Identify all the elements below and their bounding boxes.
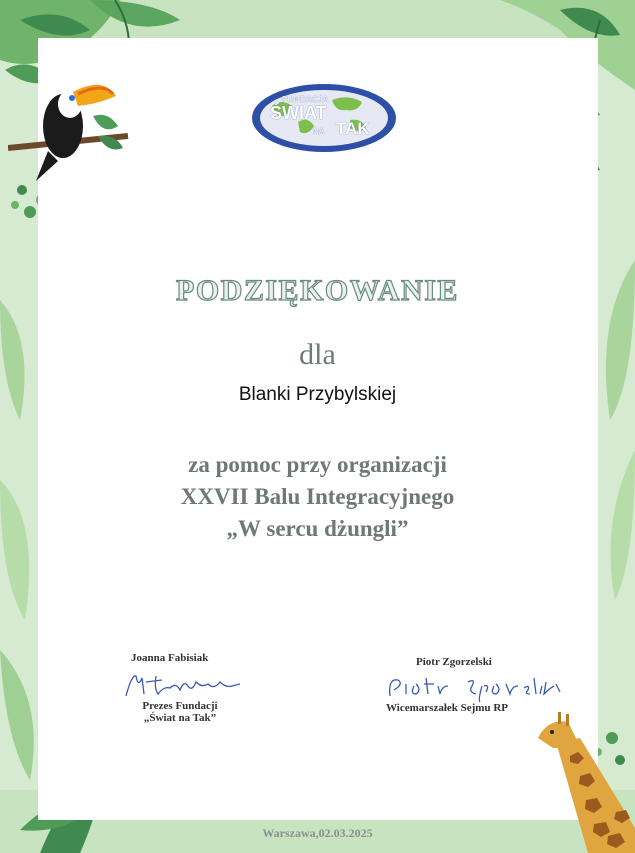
- left-signatory-name: Joanna Fabisiak: [131, 652, 209, 664]
- logo-text-tak: TAK: [336, 119, 370, 138]
- reason-line-3: „W sercu dżungli”: [226, 516, 409, 541]
- logo-text-fundacja: FUNDACJA: [282, 95, 329, 104]
- left-role-line-1: Prezes Fundacji: [142, 700, 218, 712]
- right-signatory-role: Wicemarszałek Sejmu RP: [386, 702, 508, 714]
- left-role-line-2: „Świat na Tak”: [143, 712, 217, 724]
- logo-text-na: NA: [313, 127, 325, 136]
- left-handwritten-signature: [122, 668, 244, 700]
- reason-line-2: XXVII Balu Integracyjnego: [180, 484, 455, 509]
- right-signatory-name: Piotr Zgorzelski: [416, 656, 492, 668]
- right-handwritten-signature: [384, 672, 568, 702]
- recipient-name: Blanki Przybylskiej: [238, 384, 397, 405]
- place-and-date: Warszawa,02.03.2025: [262, 826, 373, 840]
- reason-line-1: za pomoc przy organizacji: [188, 452, 447, 477]
- for-label: dla: [299, 338, 336, 371]
- logo-text-swiat: ŚWIAT: [270, 103, 327, 123]
- left-signatory-role: [126, 700, 234, 724]
- toucan-illustration: [8, 66, 138, 186]
- certificate-title: PODZIĘKOWANIE: [176, 274, 459, 307]
